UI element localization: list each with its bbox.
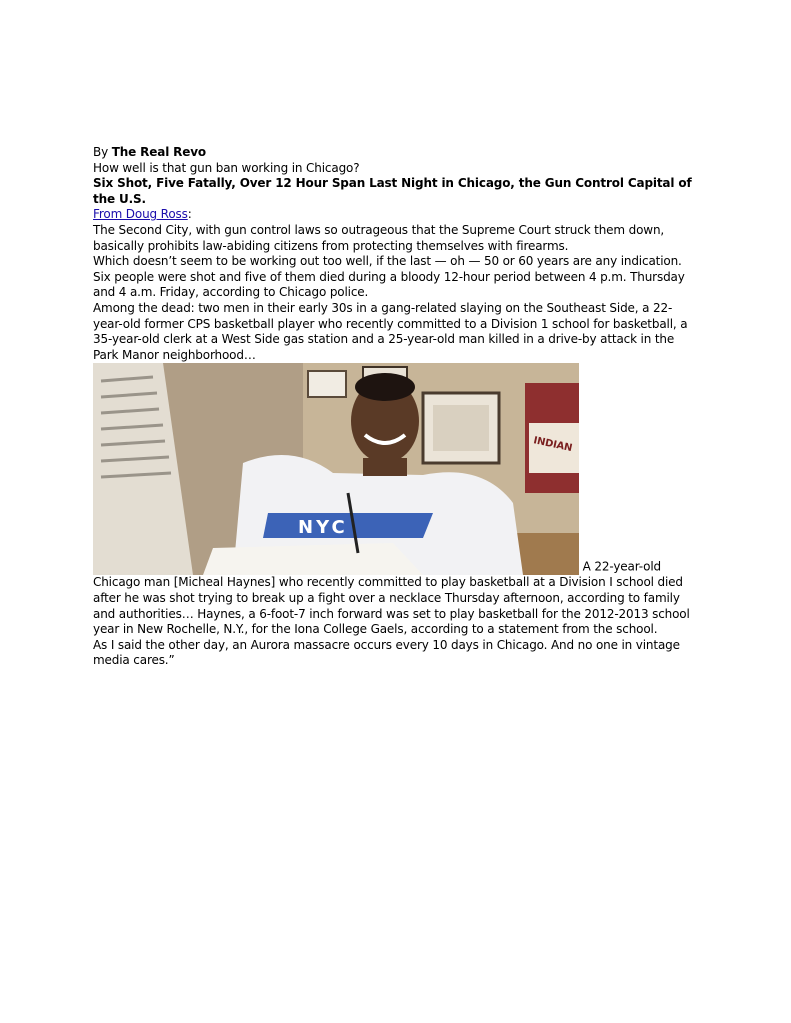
- byline-prefix: By: [93, 145, 109, 159]
- source-link[interactable]: From Doug Ross: [93, 207, 188, 222]
- source-line: [93, 207, 699, 223]
- headline: Six Shot, Five Fatally, Over 12 Hour Span Last Night in Chicago, the Gun Control Capital of the U.S.: [93, 176, 692, 206]
- article: [93, 145, 699, 669]
- photo-sign-text: INDIAN: [532, 435, 574, 455]
- byline-author: The Real Revo: [111, 145, 207, 159]
- closing-paragraph: As I said the other day, an Aurora massacre occurs every 10 days in Chicago. And no one in vintage media cares.”: [93, 637, 680, 668]
- paragraph-4: Among the dead: two men in their early 30s in a gang-related slaying on the Southeast Side, a 22-year-old former CPS basketball player who recently committed to a Division 1 school for basketball, a 35-year-old clerk at a West Side gas station and a 25-year-old man killed in a drive-by attack in the Park Manor neighborhood…: [93, 300, 688, 362]
- paragraph-2: Which doesn’t seem to be working out too well, if the last — oh — 50 or 60 years are any indication.: [93, 254, 682, 269]
- photo-caption-block: [93, 363, 699, 637]
- paragraph-1: The Second City, with gun control laws so outrageous that the Supreme Court struck them down, basically prohibits law-abiding citizens from protecting themselves with firearms.: [93, 222, 665, 253]
- news-photo: [93, 363, 579, 575]
- byline: [93, 145, 699, 161]
- photo-caption: A 22-year-old Chicago man [Micheal Haynes] who recently committed to play basketball at a Division I school died after he was shot trying to break up a fight over a necklace Thursday afternoon, according to family and authorities… Haynes, a 6-foot-7 inch forward was set to play basketball for the 2012-2013 school year in New Rochelle, N.Y., for the Iona College Gaels, according to a statement from the school.: [93, 559, 690, 637]
- photo-shirt-text: NYC: [298, 517, 348, 539]
- paragraph-3: Six people were shot and five of them died during a bloody 12-hour period between 4 p.m. Thursday and 4 a.m. Friday, according to Chicago police.: [93, 269, 685, 300]
- source-suffix: :: [187, 207, 192, 222]
- intro-text: How well is that gun ban working in Chicago?: [93, 160, 360, 175]
